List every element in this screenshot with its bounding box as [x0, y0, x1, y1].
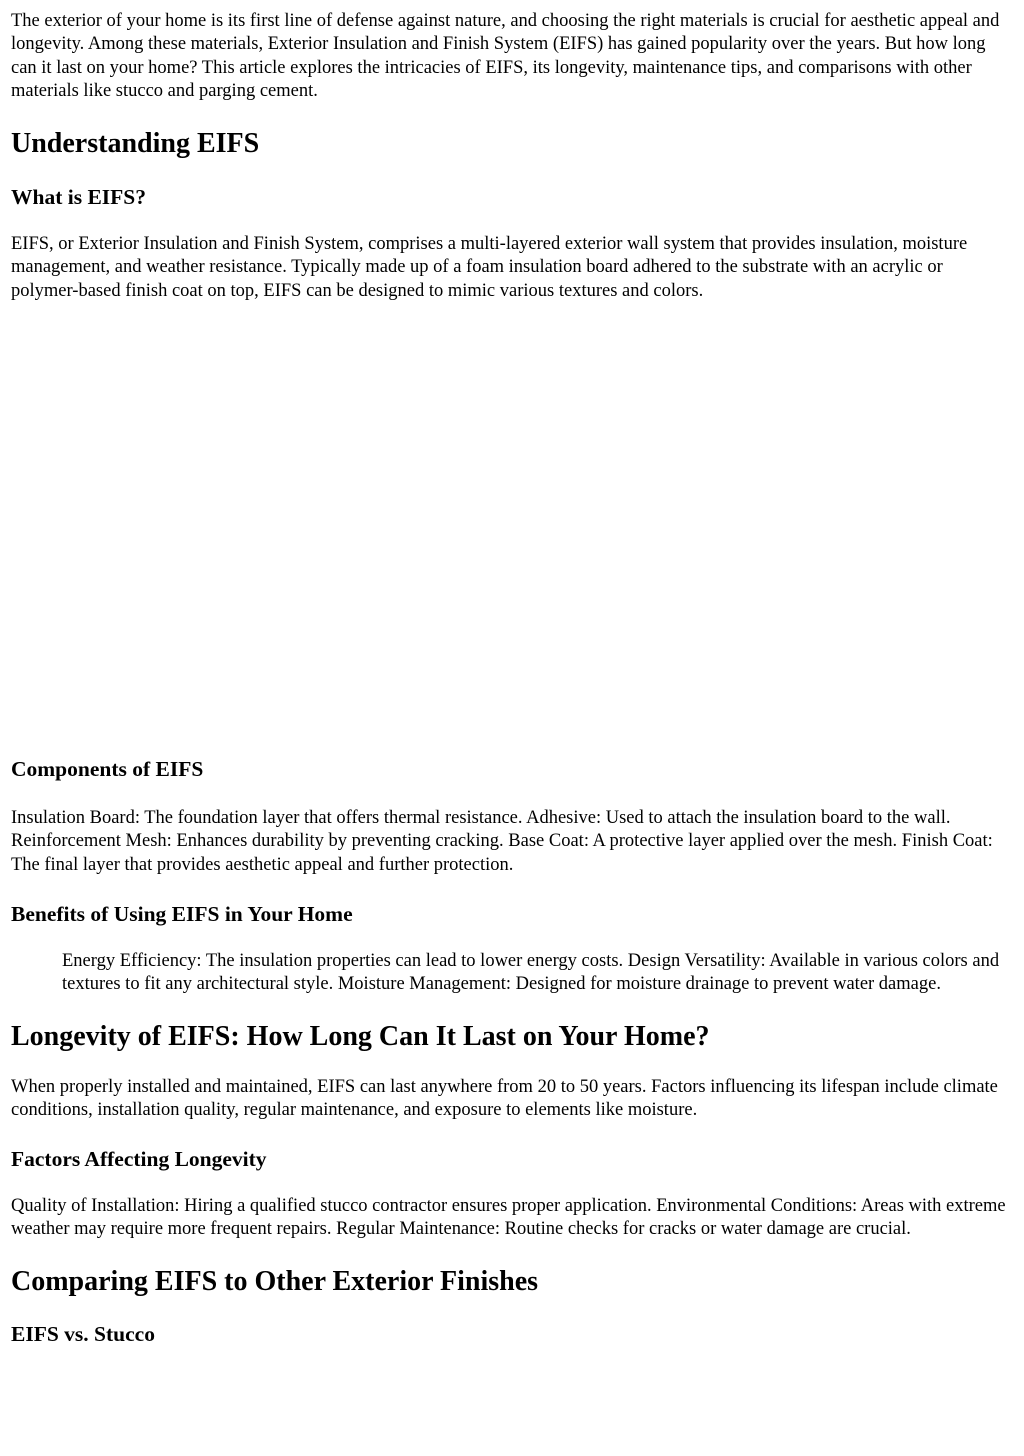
- benefits-blockquote: [62, 950, 1014, 997]
- heading-comparing-eifs: Comparing EIFS to Other Exterior Finishes: [11, 1265, 539, 1297]
- heading-eifs-vs-stucco: EIFS vs. Stucco: [11, 1321, 155, 1346]
- intro-paragraph: The exterior of your home is its first line of defense against nature, and choosing the right materials is crucial for aesthetic appeal and longevity. Among these materials, Exterior Insulation and Finish System (EIFS) has gained popularity over the years. But how long can it last on your home? This article explores the intricacies of EIFS, its longevity, maintenance tips, and comparisons with other materials like stucco and parging cement.: [11, 11, 1000, 101]
- heading-components-of-eifs: Components of EIFS: [11, 757, 204, 782]
- heading-benefits-of-eifs: Benefits of Using EIFS in Your Home: [11, 901, 353, 926]
- article-page: [0, 10, 1024, 1347]
- benefits-paragraph: Energy Efficiency: The insulation properties can lead to lower energy costs. Design Versatility: Available in various colors and textures to fit any architectural style. Moisture Management: Designed for moisture drainage to prevent water damage.: [62, 950, 1000, 995]
- factors-paragraph: Quality of Installation: Hiring a qualified stucco contractor ensures proper application. Environmental Conditions: Areas with extreme weather may require more frequent repairs. Regular Maintenance: Routine checks for cracks or water damage are crucial.: [11, 1196, 1006, 1240]
- components-paragraph: Insulation Board: The foundation layer that offers thermal resistance. Adhesive: Used to attach the insulation board to the wall. Reinforcement Mesh: Enhances durability by preventing cracking. Base Coat: A protective layer applied over the mesh. Finish Coat: The final layer that provides aesthetic appeal and further protection.: [11, 808, 993, 875]
- heading-longevity-of-eifs: Longevity of EIFS: How Long Can It Last on Your Home?: [11, 1020, 710, 1052]
- what-is-eifs-paragraph: EIFS, or Exterior Insulation and Finish System, comprises a multi-layered exterior wall system that provides insulation, moisture management, and weather resistance. Typically made up of a foam insulation board adhered to the substrate with an acrylic or polymer-based finish coat on top, EIFS can be designed to mimic various textures and colors.: [11, 234, 968, 301]
- heading-factors-affecting-longevity: Factors Affecting Longevity: [11, 1147, 267, 1172]
- heading-understanding-eifs: Understanding EIFS: [11, 128, 260, 160]
- longevity-paragraph: When properly installed and maintained, EIFS can last anywhere from 20 to 50 years. Factors influencing its lifespan include climate conditions, installation quality, regular maintenance, and exposure to elements like moisture.: [11, 1076, 998, 1120]
- heading-what-is-eifs: What is EIFS?: [11, 185, 147, 210]
- blank-image-area: [11, 303, 1014, 756]
